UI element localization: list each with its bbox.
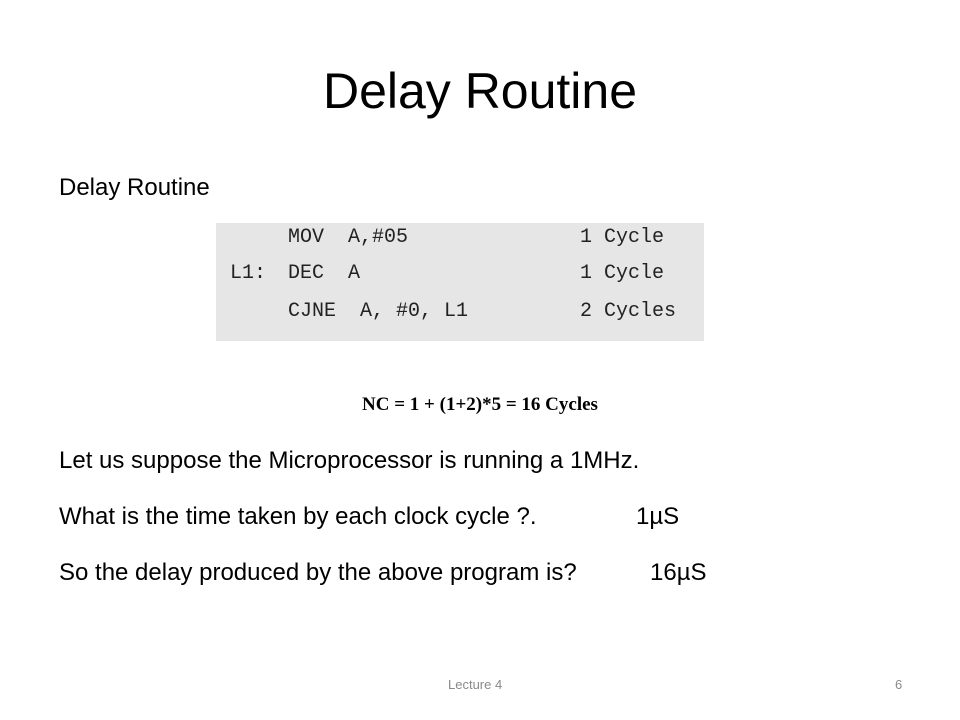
body-line-delay: So the delay produced by the above program is?: [59, 559, 577, 586]
code-cycles: 1 Cycle: [580, 262, 665, 285]
code-line: [216, 223, 704, 253]
code-label: L1:: [230, 262, 267, 285]
code-cycles: 2 Cycles: [580, 300, 677, 323]
section-heading: Delay Routine: [59, 174, 210, 201]
body-line-cycle-time: What is the time taken by each clock cycle ?.: [59, 503, 537, 530]
body-line-frequency: Let us suppose the Microprocessor is running a 1MHz.: [59, 447, 640, 474]
answer-delay: 16µS: [650, 559, 707, 586]
code-instruction: CJNE A, #0, L1: [288, 300, 469, 323]
code-block: [216, 223, 704, 341]
code-line: [216, 259, 704, 289]
code-line: [216, 297, 704, 327]
footer-lecture: Lecture 4: [448, 677, 503, 692]
code-instruction: MOV A,#05: [288, 226, 409, 249]
slide-title: Delay Routine: [322, 63, 638, 119]
answer-cycle-time: 1µS: [636, 503, 680, 530]
code-cycles: 1 Cycle: [580, 226, 665, 249]
code-instruction: DEC A: [288, 262, 361, 285]
cycle-formula: NC = 1 + (1+2)*5 = 16 Cycles: [362, 394, 598, 415]
page-number: 6: [895, 677, 903, 692]
